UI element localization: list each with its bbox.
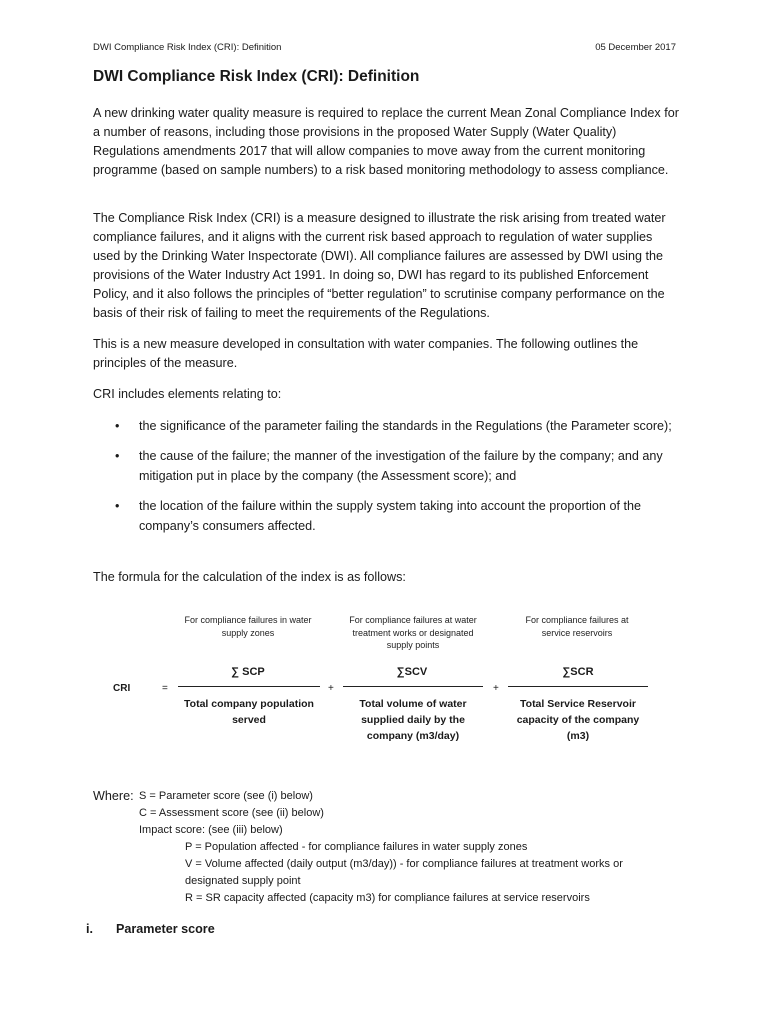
bullet-icon: •	[115, 419, 120, 433]
section-number: i.	[86, 922, 93, 936]
list-item	[93, 416, 683, 436]
plus-sign: +	[328, 683, 334, 694]
formula-intro: The formula for the calculation of the index is as follows:	[93, 570, 406, 584]
denominator-population: Total company population served	[184, 698, 314, 726]
numerator-scr: ∑SCR	[562, 666, 594, 678]
plus-sign: +	[493, 683, 499, 694]
list-item	[93, 496, 683, 536]
denominator-volume: Total volume of water supplied daily by the company (m3/day)	[359, 698, 467, 742]
section-title: Parameter score	[116, 922, 215, 936]
column-label-service-reservoirs: For compliance failures at service reservoirs	[525, 615, 629, 638]
fraction-bar	[178, 686, 320, 687]
header-date: 05 December 2017	[595, 42, 676, 53]
definition-v: V = Volume affected (daily output (m3/day)) - for compliance failures at treatment works or	[185, 858, 623, 870]
list-item	[93, 446, 683, 486]
definition-s: S = Parameter score (see (i) below)	[139, 790, 313, 802]
numerator-scp: ∑ SCP	[231, 666, 265, 678]
paragraph-consultation: This is a new measure developed in consultation with water companies. The following outlines the principles of the measure.	[93, 337, 639, 370]
paragraph-cri-description: The Compliance Risk Index (CRI) is a measure designed to illustrate the risk arising from treated water compliance failures, and it aligns with the current risk based approach to regulation of water supplies used by the Drinking Water Inspectorate (DWI). All compliance failures are assessed by DWI using the provisions of the Water Industry Act 1991. In doing so, DWI has regard to its published Enforcement Policy, and it also follows the principles of “better regulation” to scrutinise company performance on the basis of their risk of failing to meet the requirements of the Regulations.	[93, 211, 666, 320]
list-item-text: the significance of the parameter failing the standards in the Regulations (the Parameter score);	[139, 419, 672, 433]
bullet-icon: •	[115, 449, 120, 463]
column-label-supply-zones: For compliance failures in water supply zones	[184, 615, 312, 638]
definition-impact: Impact score: (see (iii) below)	[139, 824, 283, 836]
list-item-text: the cause of the failure; the manner of the investigation of the failure by the company; and any mitigation put in place by the company (the Assessment score); and	[139, 449, 663, 483]
equals-sign: =	[162, 683, 168, 694]
definition-p: P = Population affected - for compliance failures in water supply zones	[185, 841, 528, 853]
where-label: Where:	[93, 789, 134, 803]
column-label-treatment-works: For compliance failures at water treatment works or designated supply points	[349, 615, 477, 650]
list-item-text: the location of the failure within the supply system taking into account the proportion of the company’s consumers affected.	[139, 499, 641, 533]
paragraph-elements-intro: CRI includes elements relating to:	[93, 387, 282, 401]
definition-c: C = Assessment score (see (ii) below)	[139, 807, 324, 819]
definition-v-cont: designated supply point	[185, 875, 301, 887]
bullet-icon: •	[115, 499, 120, 513]
definition-r: R = SR capacity affected (capacity m3) for compliance failures at service reservoirs	[185, 892, 590, 904]
paragraph-intro: A new drinking water quality measure is required to replace the current Mean Zonal Compliance Index for a number of reasons, including those provisions in the proposed Water Supply (Water Quality) Regulations amendments 2017 that will allow companies to move away from the current monitoring programme (based on sample numbers) to a risk based monitoring methodology to assess compliance.	[93, 106, 679, 177]
elements-list	[93, 416, 683, 546]
denominator-reservoir-capacity: Total Service Reservoir capacity of the company (m3)	[516, 698, 640, 742]
numerator-scv: ∑SCV	[396, 666, 428, 678]
document-title: DWI Compliance Risk Index (CRI): Definition	[93, 68, 420, 85]
fraction-bar	[343, 686, 483, 687]
fraction-bar	[508, 686, 648, 687]
header-title: DWI Compliance Risk Index (CRI): Definition	[93, 42, 282, 53]
cri-symbol: CRI	[113, 683, 131, 694]
